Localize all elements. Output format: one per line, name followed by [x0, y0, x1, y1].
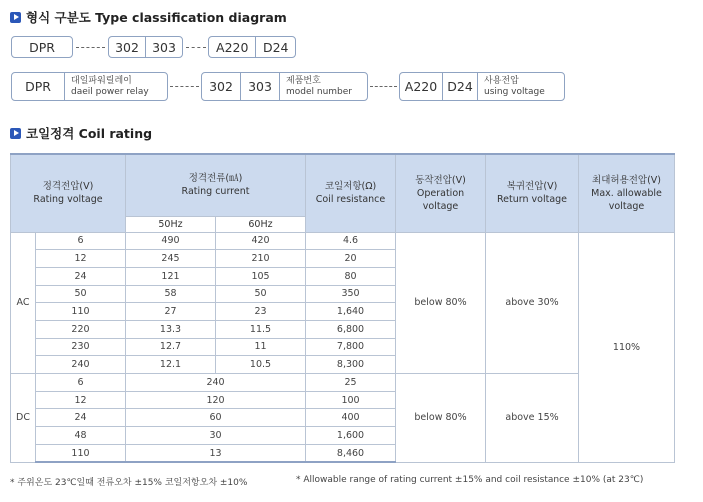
ac-voltage: 6: [36, 232, 126, 250]
dc-resistance: 25: [306, 374, 396, 392]
voltage-box: [208, 36, 296, 58]
section-title-coil: [10, 124, 152, 142]
table-row: [11, 232, 675, 250]
model-303: 303: [240, 73, 279, 100]
dc-resistance: 400: [306, 409, 396, 427]
dc-voltage: 6: [36, 374, 126, 392]
ac-current-60hz: 420: [216, 232, 306, 250]
header-rating-current-en: Rating current: [181, 186, 250, 198]
footnote-korean: * 주위온도 23℃일때 전류오차 ±15% 코일저항오차 ±10%: [10, 478, 248, 488]
header-rating-voltage: [11, 154, 126, 232]
ac-current-60hz: 23: [216, 303, 306, 321]
voltage-a220: A220: [404, 79, 438, 94]
model-desc-box: [201, 72, 368, 101]
ac-resistance: 350: [306, 285, 396, 303]
dpr-desc-box: [11, 72, 168, 101]
dc-operation-voltage: below 80%: [396, 374, 486, 463]
ac-return-voltage: above 30%: [486, 232, 579, 374]
header-rating-current: [126, 154, 306, 216]
ac-current-60hz: 10.5: [216, 356, 306, 374]
ac-voltage: 12: [36, 250, 126, 268]
ac-current-50hz: 245: [126, 250, 216, 268]
ac-current-60hz: 11.5: [216, 320, 306, 338]
dpr-desc-ko: 대일파워릴레이: [71, 75, 132, 86]
dc-voltage: 110: [36, 444, 126, 462]
voltage-desc-ko: 사용전압: [484, 75, 519, 86]
connector-dots: [170, 86, 199, 87]
ac-operation-voltage: below 80%: [396, 232, 486, 374]
header-50hz: 50Hz: [126, 216, 216, 232]
ac-resistance: 1,640: [306, 303, 396, 321]
header-operation-voltage: [396, 154, 486, 232]
ac-voltage: 230: [36, 338, 126, 356]
ac-current-50hz: 490: [126, 232, 216, 250]
dc-voltage: 48: [36, 427, 126, 445]
dc-voltage: 12: [36, 391, 126, 409]
ac-resistance: 7,800: [306, 338, 396, 356]
ac-voltage: 110: [36, 303, 126, 321]
section-title-type-text: 형식 구분도 Type classification diagram: [26, 10, 287, 25]
dc-current: 60: [126, 409, 306, 427]
model-303: 303: [145, 37, 182, 57]
dc-current: 120: [126, 391, 306, 409]
voltage-a220: A220: [216, 39, 249, 55]
dc-current: 13: [126, 444, 306, 462]
footnote-english: * Allowable range of rating current ±15% and coil resistance ±10% (at 23℃): [296, 475, 644, 485]
dpr-description: [64, 73, 167, 100]
ac-current-50hz: 27: [126, 303, 216, 321]
dpr-label: DPR: [29, 39, 55, 55]
ac-current-50hz: 12.1: [126, 356, 216, 374]
section-title-coil-text: 코일정격 Coil rating: [26, 126, 153, 141]
model-desc-en: model number: [286, 86, 353, 97]
header-max-ko: 최대허용전압(V): [592, 174, 661, 186]
dpr-desc-en: daeil power relay: [71, 86, 149, 97]
header-max-allowable-voltage: [579, 154, 675, 232]
header-rating-current-ko: 정격전류(㎃): [188, 173, 243, 185]
ac-voltage: 50: [36, 285, 126, 303]
header-coil-resistance-en: Coil resistance: [315, 194, 386, 206]
ac-current-60hz: 210: [216, 250, 306, 268]
table-row: [11, 374, 675, 392]
voltage-d24: D24: [255, 37, 295, 57]
connector-dots: [76, 47, 105, 48]
coil-rating-table: [10, 153, 675, 463]
ac-voltage: 24: [36, 267, 126, 285]
connector-dots: [186, 47, 206, 48]
dc-voltage: 24: [36, 409, 126, 427]
header-max-en1: Max. allowable: [591, 187, 662, 199]
header-rating-voltage-ko: 정격전압(V): [42, 181, 94, 193]
ac-current-60hz: 11: [216, 338, 306, 356]
dc-current: 240: [126, 374, 306, 392]
voltage-description: [477, 73, 564, 100]
ac-current-60hz: 105: [216, 267, 306, 285]
header-operation-ko: 동작전압(V): [415, 174, 466, 186]
dc-current: 30: [126, 427, 306, 445]
max-allowable-voltage: 110%: [579, 232, 675, 462]
header-return-en: Return voltage: [496, 194, 568, 206]
ac-label: AC: [11, 232, 36, 374]
voltage-desc-box: [399, 72, 565, 101]
section-title-type: [10, 8, 287, 26]
ac-current-50hz: 12.7: [126, 338, 216, 356]
ac-current-50hz: 58: [126, 285, 216, 303]
dc-label: DC: [11, 374, 36, 463]
dc-resistance: 1,600: [306, 427, 396, 445]
connector-dots: [370, 86, 397, 87]
model-box: [108, 36, 183, 58]
dpr-box: [11, 36, 73, 58]
ac-resistance: 6,800: [306, 320, 396, 338]
header-operation-en2: voltage: [422, 200, 459, 212]
model-302: 302: [115, 39, 139, 55]
play-arrow-icon: [10, 128, 21, 139]
header-rating-voltage-en: Rating voltage: [33, 194, 103, 206]
ac-voltage: 220: [36, 320, 126, 338]
ac-resistance: 4.6: [306, 232, 396, 250]
ac-resistance: 20: [306, 250, 396, 268]
ac-voltage: 240: [36, 356, 126, 374]
model-desc-ko: 제품번호: [286, 75, 321, 86]
header-coil-resistance: [306, 154, 396, 232]
dc-return-voltage: above 15%: [486, 374, 579, 463]
header-coil-resistance-ko: 코일저항(Ω): [324, 181, 377, 193]
model-description: [279, 73, 367, 100]
ac-current-50hz: 121: [126, 267, 216, 285]
ac-current-50hz: 13.3: [126, 320, 216, 338]
voltage-d24: D24: [442, 73, 477, 100]
dc-resistance: 8,460: [306, 444, 396, 462]
header-operation-en1: Operation: [416, 187, 465, 199]
header-return-ko: 복귀전압(V): [506, 181, 558, 193]
voltage-desc-en: using voltage: [484, 86, 545, 97]
ac-resistance: 8,300: [306, 356, 396, 374]
header-return-voltage: [486, 154, 579, 232]
ac-resistance: 80: [306, 267, 396, 285]
ac-current-60hz: 50: [216, 285, 306, 303]
play-arrow-icon: [10, 12, 21, 23]
header-max-en2: voltage: [608, 200, 645, 212]
dc-resistance: 100: [306, 391, 396, 409]
model-302: 302: [209, 79, 233, 94]
dpr-label: DPR: [25, 79, 51, 94]
header-60hz: 60Hz: [216, 216, 306, 232]
